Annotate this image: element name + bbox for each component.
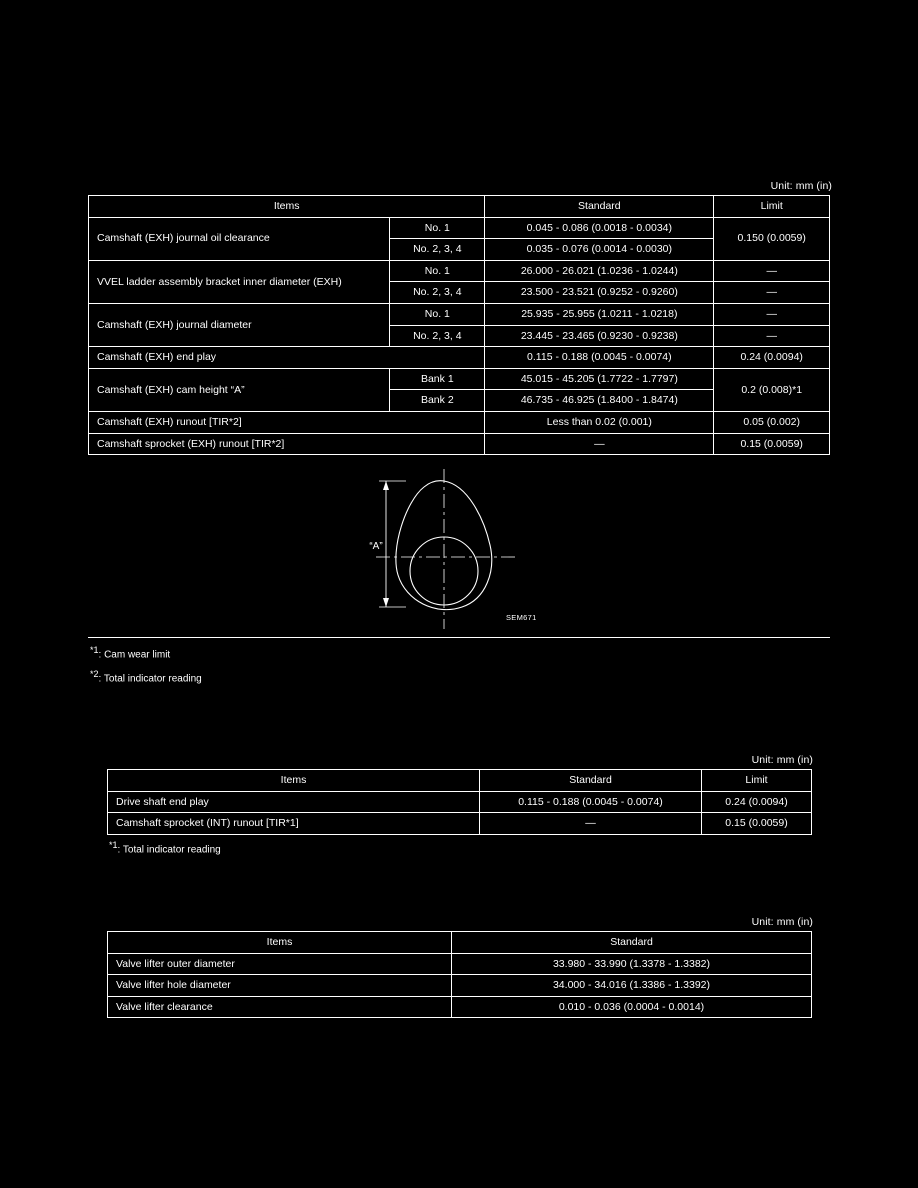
row-standard-value: Less than 0.02 (0.001): [485, 411, 714, 433]
column-header-limit: Limit: [714, 196, 830, 218]
footnote-text: : Total indicator reading: [117, 844, 221, 856]
table-row: [89, 411, 830, 433]
row-standard-value: 0.115 - 0.188 (0.0045 - 0.0074): [480, 791, 702, 813]
row-limit-value: 0.05 (0.002): [714, 411, 830, 433]
table-row: [108, 791, 812, 813]
cam-lobe-svg: [76, 461, 842, 637]
row-item-label: Valve lifter hole diameter: [108, 975, 452, 997]
table-row: [89, 368, 830, 390]
footnote-text: : Cam wear limit: [98, 649, 171, 661]
column-header-standard: Standard: [452, 932, 812, 954]
drive-shaft-spec-block: [95, 748, 823, 863]
table-row: [108, 975, 812, 997]
valve-lifter-spec-table: [107, 931, 812, 1018]
row-standard-value: 23.500 - 23.521 (0.9252 - 0.9260): [485, 282, 714, 304]
row-sub-label: Bank 2: [390, 390, 485, 412]
table-row: [89, 303, 830, 325]
table-row: [108, 953, 812, 975]
footnote-total-indicator-reading: [95, 835, 823, 855]
row-limit-value: —: [714, 303, 830, 325]
figure-code-label: SEM671: [506, 613, 537, 623]
cam-lobe-diagram: [76, 461, 842, 637]
row-standard-value: 0.035 - 0.076 (0.0014 - 0.0030): [485, 239, 714, 261]
row-limit-value: 0.15 (0.0059): [702, 813, 812, 835]
table-row: [108, 996, 812, 1018]
row-standard-value: 0.010 - 0.036 (0.0004 - 0.0014): [452, 996, 812, 1018]
footnote-text: : Total indicator reading: [98, 673, 202, 685]
row-item-label: Camshaft sprocket (INT) runout [TIR*1]: [108, 813, 480, 835]
row-limit-value: 0.24 (0.0094): [714, 347, 830, 369]
row-standard-value: 26.000 - 26.021 (1.0236 - 1.0244): [485, 260, 714, 282]
row-limit-value: —: [714, 325, 830, 347]
footnote-cam-wear-limit: [76, 638, 842, 662]
row-item-label: Valve lifter clearance: [108, 996, 452, 1018]
row-standard-value: 45.015 - 45.205 (1.7722 - 1.7797): [485, 368, 714, 390]
row-limit-value: —: [714, 282, 830, 304]
row-item-label: Camshaft (EXH) cam height “A”: [89, 368, 390, 411]
table-row: [89, 347, 830, 369]
row-item-label: VVEL ladder assembly bracket inner diameter (EXH): [89, 260, 390, 303]
row-item-label: Camshaft (EXH) journal oil clearance: [89, 217, 390, 260]
unit-label-block1: Unit: mm (in): [770, 180, 832, 192]
table-row: [89, 260, 830, 282]
row-item-label: Camshaft (EXH) end play: [89, 347, 485, 369]
row-standard-value: —: [485, 433, 714, 455]
column-header-items: Items: [108, 770, 480, 792]
footnote-marker: *1: [109, 839, 118, 850]
camshaft-exh-spec-block: [76, 174, 842, 702]
row-standard-value: 46.735 - 46.925 (1.8400 - 1.8474): [485, 390, 714, 412]
row-standard-value: 0.115 - 0.188 (0.0045 - 0.0074): [485, 347, 714, 369]
cam-height-dimension-label: “A”: [369, 541, 383, 553]
row-standard-value: 23.445 - 23.465 (0.9230 - 0.9238): [485, 325, 714, 347]
camshaft-exh-spec-table: [88, 195, 830, 455]
row-standard-value: 0.045 - 0.086 (0.0018 - 0.0034): [485, 217, 714, 239]
row-standard-value: —: [480, 813, 702, 835]
row-standard-value: 33.980 - 33.990 (1.3378 - 1.3382): [452, 953, 812, 975]
row-sub-label: No. 1: [390, 260, 485, 282]
row-sub-label: No. 1: [390, 303, 485, 325]
row-item-label: Valve lifter outer diameter: [108, 953, 452, 975]
row-limit-value: 0.150 (0.0059): [714, 217, 830, 260]
footnote-marker: *2: [90, 668, 99, 679]
row-sub-label: No. 2, 3, 4: [390, 239, 485, 261]
table-row: [89, 217, 830, 239]
row-limit-value: —: [714, 260, 830, 282]
row-item-label: Camshaft (EXH) journal diameter: [89, 303, 390, 346]
row-standard-value: 25.935 - 25.955 (1.0211 - 1.0218): [485, 303, 714, 325]
row-limit-value: 0.15 (0.0059): [714, 433, 830, 455]
footnote-total-indicator-reading: [76, 662, 842, 686]
row-limit-value: 0.2 (0.008)*1: [714, 368, 830, 411]
column-header-standard: Standard: [485, 196, 714, 218]
column-header-items: Items: [108, 932, 452, 954]
row-item-label: Camshaft sprocket (EXH) runout [TIR*2]: [89, 433, 485, 455]
unit-label-block2: Unit: mm (in): [751, 754, 813, 766]
table-row: [108, 813, 812, 835]
row-sub-label: No. 1: [390, 217, 485, 239]
row-sub-label: Bank 1: [390, 368, 485, 390]
unit-label-block3: Unit: mm (in): [751, 916, 813, 928]
table-header-row: [108, 932, 812, 954]
column-header-items: Items: [89, 196, 485, 218]
row-sub-label: No. 2, 3, 4: [390, 325, 485, 347]
table-header-row: [108, 770, 812, 792]
column-header-standard: Standard: [480, 770, 702, 792]
drive-shaft-spec-table: [107, 769, 812, 835]
row-item-label: Drive shaft end play: [108, 791, 480, 813]
table-row: [89, 433, 830, 455]
valve-lifter-spec-block: [95, 910, 823, 1023]
row-sub-label: No. 2, 3, 4: [390, 282, 485, 304]
footnote-marker: *1: [90, 645, 99, 656]
table-header-row: [89, 196, 830, 218]
row-limit-value: 0.24 (0.0094): [702, 791, 812, 813]
row-standard-value: 34.000 - 34.016 (1.3386 - 1.3392): [452, 975, 812, 997]
column-header-limit: Limit: [702, 770, 812, 792]
row-item-label: Camshaft (EXH) runout [TIR*2]: [89, 411, 485, 433]
